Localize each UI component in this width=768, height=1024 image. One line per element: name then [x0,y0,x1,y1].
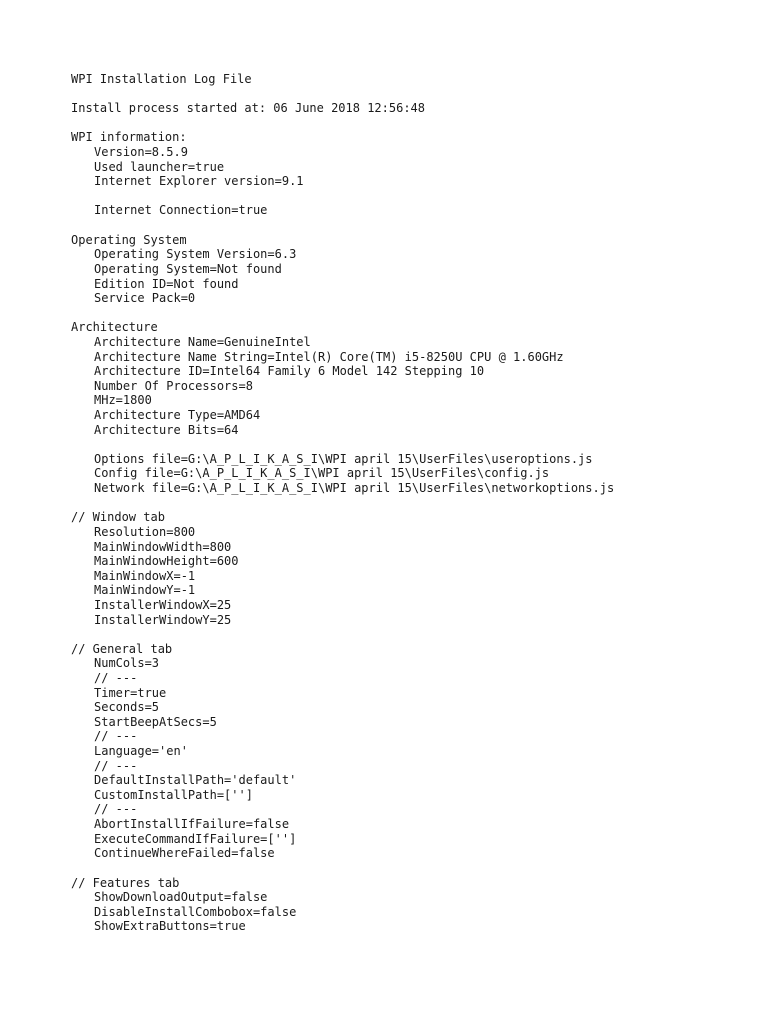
log-line: Install process started at: 06 June 2018 12:56:48 [71,101,426,116]
blank-line [71,306,758,321]
log-line: Config file=G:\A_P_L_I_K_A_S_I\WPI april 15\UserFiles\config.js [94,466,550,481]
log-line: Timer=true [94,685,167,700]
blank-line [71,87,758,102]
log-line: MainWindowHeight=600 [94,554,239,569]
log-line: Architecture Name=GenuineIntel [94,334,311,349]
log-line: Version=8.5.9 [94,145,188,160]
blank-line [71,861,758,876]
log-line: Internet Explorer version=9.1 [94,174,304,189]
log-line: DefaultInstallPath='default' [94,773,297,788]
log-line: Language='en' [94,744,188,759]
log-line: MainWindowWidth=800 [94,539,232,554]
log-line: // --- [94,729,138,744]
blank-line [71,496,758,511]
log-line: MainWindowY=-1 [94,583,196,598]
log-line: NumCols=3 [94,656,160,671]
log-line: Architecture Bits=64 [94,422,239,437]
log-line: InstallerWindowX=25 [94,597,232,612]
log-line: Resolution=800 [94,524,196,539]
log-line: MainWindowX=-1 [94,568,196,583]
log-line: Internet Connection=true [94,203,268,218]
log-line: Network file=G:\A_P_L_I_K_A_S_I\WPI april 15\UserFiles\networkoptions.js [94,481,615,496]
log-line: Options file=G:\A_P_L_I_K_A_S_I\WPI april 15\UserFiles\useroptions.js [94,451,593,466]
blank-line [71,189,758,204]
log-line: InstallerWindowY=25 [94,612,232,627]
blank-line [71,627,758,642]
log-line: Edition ID=Not found [94,276,239,291]
log-line: // Window tab [71,510,165,525]
blank-line [71,116,758,131]
blank-line [71,218,758,233]
log-line: StartBeepAtSecs=5 [94,714,217,729]
log-line: Architecture ID=Intel64 Family 6 Model 142 Stepping 10 [94,364,485,379]
log-line: Number Of Processors=8 [94,378,253,393]
log-line: Used launcher=true [94,159,225,174]
log-line: Architecture Name String=Intel(R) Core(TM) i5-8250U CPU @ 1.60GHz [94,349,564,364]
log-line: Seconds=5 [94,700,160,715]
blank-line [71,437,758,452]
log-line: DisableInstallCombobox=false [94,904,297,919]
log-line: Service Pack=0 [94,291,196,306]
log-line: // General tab [71,641,173,656]
log-line: Architecture Type=AMD64 [94,408,261,423]
log-line: Operating System Version=6.3 [94,247,297,262]
log-line: WPI Installation Log File [71,72,252,86]
log-line: // Features tab [71,875,180,890]
log-line: // --- [94,670,138,685]
log-line: // --- [94,802,138,817]
log-line: MHz=1800 [94,393,152,408]
log-line: // --- [94,758,138,773]
log-line: Architecture [71,320,158,335]
log-line: ExecuteCommandIfFailure=[''] [94,831,297,846]
log-document [71,72,758,934]
log-line: ShowDownloadOutput=false [94,890,268,905]
log-line: Operating System [71,232,187,247]
log-line: AbortInstallIfFailure=false [94,817,290,832]
log-line: ShowExtraButtons=true [94,919,246,934]
log-line: WPI information: [71,130,187,145]
log-line: Operating System=Not found [94,261,282,276]
log-line: CustomInstallPath=[''] [94,787,253,802]
log-line: ContinueWhereFailed=false [94,846,275,861]
